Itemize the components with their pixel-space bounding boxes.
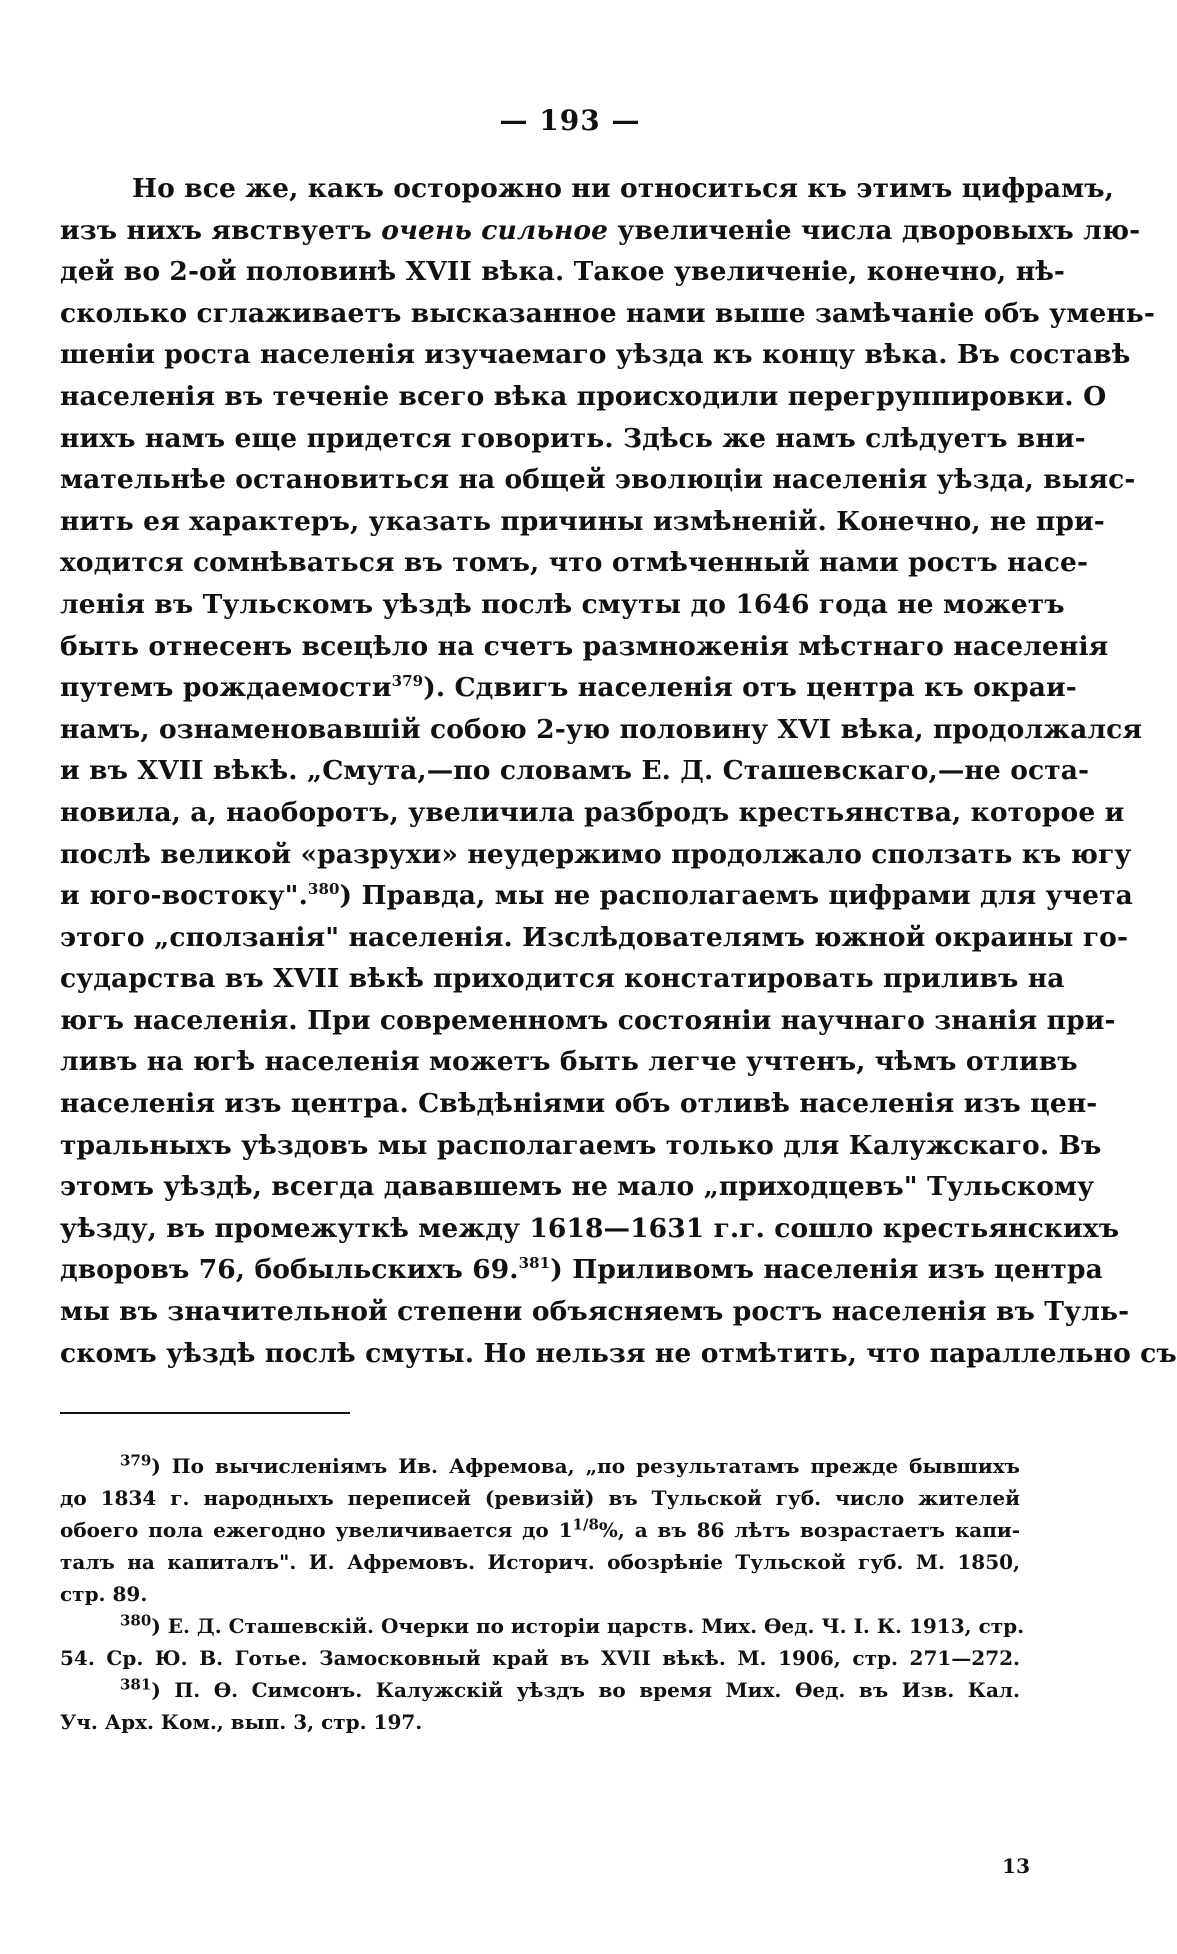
text-line: ходится сомнѣваться въ томъ, что отмѣченный нами ростъ насе- xyxy=(60,547,1089,579)
footnote-ref: 380 xyxy=(307,880,340,899)
footnote-line: талъ на капиталъ". И. Афремовъ. Историч. обозрѣніе Тульской губ. М. 1850, xyxy=(60,1550,1020,1574)
text-span: путемъ рождаемости xyxy=(60,672,392,704)
text-line: сударства въ XVII вѣкѣ приходится констатировать приливъ на xyxy=(60,963,1065,995)
footnote-line: стр. 89. xyxy=(60,1582,148,1606)
text-line xyxy=(60,875,1133,917)
text-line: этого „сползанія" населенія. Изслѣдователямъ южной окраины го- xyxy=(60,921,1129,953)
text-line: нихъ намъ еще придется говорить. Здѣсь же намъ слѣдуетъ вни- xyxy=(60,422,1086,454)
text-line: ливъ на югѣ населенія можетъ быть легче учтенъ, чѣмъ отливъ xyxy=(60,1046,1078,1078)
text-span: ) Приливомъ населенія изъ центра xyxy=(550,1254,1103,1286)
footnote-line xyxy=(60,1674,1020,1706)
text-line xyxy=(60,1249,1103,1291)
text-line: дей во 2-ой половинѣ XVII вѣка. Такое увеличеніе, конечно, нѣ- xyxy=(60,256,1066,288)
footnote-line: 54. Ср. Ю. В. Готье. Замосковный край въ XVII вѣкѣ. М. 1906, стр. 271—272. xyxy=(60,1646,1020,1670)
emphasis-text: очень сильное xyxy=(381,214,609,246)
footnote-mark: 379 xyxy=(120,1451,152,1470)
text-line: ленія въ Тульскомъ уѣздѣ послѣ смуты до 1646 года не можетъ xyxy=(60,588,1065,620)
text-line: шеніи роста населенія изучаемаго уѣзда къ концу вѣка. Въ составѣ xyxy=(60,339,1131,371)
text-line xyxy=(60,667,1077,709)
footnotes xyxy=(60,1450,1025,1738)
text-span: ) Е. Д. Сташевскій. Очерки по исторіи царств. Мих. Ѳед. Ч. I. К. 1913, стр. xyxy=(151,1614,1025,1638)
footnote-divider xyxy=(60,1412,350,1414)
text-line: уѣзду, въ промежуткѣ между 1618—1631 г.г. сошло крестьянскихъ xyxy=(60,1212,1120,1244)
text-span: изъ нихъ явствуетъ xyxy=(60,214,382,246)
text-line: населенія въ теченіе всего вѣка происходили перегруппировки. О xyxy=(60,380,1107,412)
text-line: Но все же, какъ осторожно ни относиться къ этимъ цифрамъ, xyxy=(132,173,1114,204)
fraction: 1/8 xyxy=(572,1515,599,1534)
text-line: нить ея характеръ, указать причины измѣненій. Конечно, не при- xyxy=(60,505,1105,537)
text-line: этомъ уѣздѣ, всегда дававшемъ не мало „приходцевъ" Тульскому xyxy=(60,1171,1095,1203)
footnote-mark: 381 xyxy=(120,1675,152,1694)
text-span: ) По вычисленіямъ Ив. Афремова, „по результатамъ прежде бывшихъ xyxy=(151,1454,1020,1478)
text-line: послѣ великой «разрухи» неудержимо продолжало сползать къ югу xyxy=(60,838,1132,870)
text-line: населенія изъ центра. Свѣдѣніями объ отливѣ населенія изъ цен- xyxy=(60,1088,1098,1120)
footnote-line xyxy=(60,1610,1025,1642)
text-span: увеличеніе числа дворовыхъ лю- xyxy=(608,214,1141,246)
text-span: обоего пола ежегодно увеличивается до 1 xyxy=(60,1518,573,1542)
main-text xyxy=(60,168,1177,1374)
footnote-mark: 380 xyxy=(120,1611,152,1630)
text-span: ) Правда, мы не располагаемъ цифрами для учета xyxy=(339,880,1133,912)
text-span: %, а въ 86 лѣтъ возрастаетъ капи- xyxy=(598,1518,1020,1542)
text-line: намъ, ознаменовавшій собою 2-ую половину XVI вѣка, продолжался xyxy=(60,713,1143,745)
text-line: скомъ уѣздѣ послѣ смуты. Но нельзя не отмѣтить, что параллельно съ xyxy=(60,1337,1177,1369)
footnote-line xyxy=(60,1450,1020,1482)
footnote-line xyxy=(60,1514,1020,1546)
text-line: новила, а, наоборотъ, увеличила разбродъ крестьянства, которое и xyxy=(60,796,1125,828)
text-span: дворовъ 76, бобыльскихъ 69. xyxy=(60,1254,519,1286)
text-span: ) П. Ѳ. Симсонъ. Калужскій уѣздъ во время Мих. Ѳед. въ Изв. Кал. xyxy=(151,1678,1020,1702)
text-line: мы въ значительной степени объясняемъ ростъ населенія въ Туль- xyxy=(60,1296,1130,1328)
text-span: и юго-востоку". xyxy=(60,880,308,912)
text-line: мательнѣе остановиться на общей эволюціи населенія уѣзда, выяс- xyxy=(60,464,1136,496)
footnote-line: до 1834 г. народныхъ переписей (ревизій) въ Тульской губ. число жителей xyxy=(60,1486,1020,1510)
footnote-line: Уч. Арх. Ком., вып. 3, стр. 197. xyxy=(60,1710,423,1734)
text-line: быть отнесенъ всецѣло на счетъ размноженія мѣстнаго населенія xyxy=(60,630,1109,662)
text-line: сколько сглаживаетъ высказанное нами выше замѣчаніе объ умень- xyxy=(60,297,1155,329)
footnote-ref: 381 xyxy=(518,1254,551,1273)
text-span: ). Сдвигъ населенія отъ центра къ окраи- xyxy=(423,672,1077,704)
text-line: тральныхъ уѣздовъ мы располагаемъ только для Калужскаго. Въ xyxy=(60,1129,1102,1161)
signature-mark: 13 xyxy=(1002,1854,1030,1878)
text-line: югъ населенія. При современномъ состояніи научнаго знанія при- xyxy=(60,1004,1116,1036)
page-number: — 193 — xyxy=(499,104,641,137)
text-line xyxy=(60,210,1141,252)
text-line: и въ XVII вѣкѣ. „Смута,—по словамъ Е. Д. Сташевскаго,—не оста- xyxy=(60,755,1090,787)
footnote-ref: 379 xyxy=(391,672,424,691)
